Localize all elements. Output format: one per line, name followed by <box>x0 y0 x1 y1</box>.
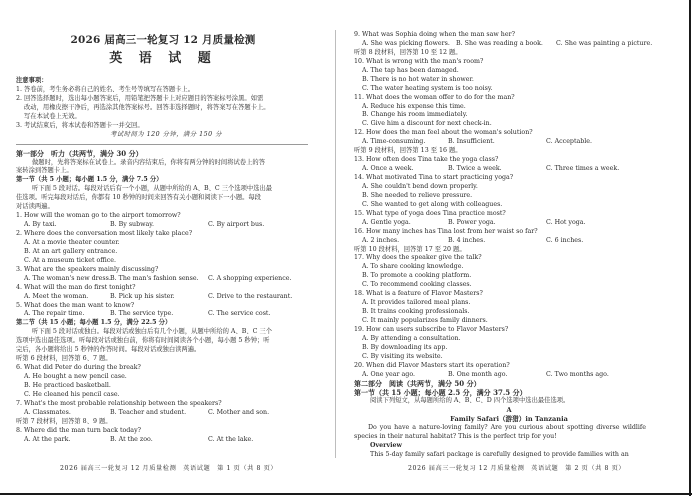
options-15 <box>354 219 664 228</box>
option-a[interactable]: A. Meet the woman. <box>24 292 89 300</box>
option-a[interactable]: A. Classmates. <box>24 408 71 416</box>
option-b[interactable]: B. Pick up his sister. <box>110 292 175 300</box>
question-14: 14. What motivated Tina to start practicing yoga? <box>354 174 514 181</box>
option-b[interactable]: B. She was reading a book. <box>456 39 543 47</box>
option-c[interactable]: C. He cleaned his pencil case. <box>24 390 120 398</box>
question-3: 3. What are the speakers mainly discussing? <box>16 265 159 273</box>
option-b[interactable]: B. Teacher and student. <box>110 408 187 416</box>
note-item: 3. 考试结束后，将本试卷和答题卡一并交回。 <box>16 121 144 129</box>
part2-instructions: 阅读下列短文，从每题所给的 A、B、C、D 四个选项中选出最佳选项。 <box>370 397 570 405</box>
question-6: 6. What did Peter do during the break? <box>16 364 141 372</box>
question-16: 16. How many inches has Tina lost from her waist so far? <box>354 227 538 235</box>
question-10: 10. What is wrong with the man's room? <box>354 57 484 65</box>
option-a[interactable]: A. It provides tailored meal plans. <box>362 299 471 307</box>
passage-title: Family Safari（游猎）in Tanzania <box>450 415 568 424</box>
options-12 <box>354 138 664 147</box>
option-c[interactable]: C. A shopping experience. <box>208 274 292 282</box>
option-c[interactable]: C. She was painting a picture. <box>556 39 653 47</box>
option-a[interactable]: A. To share cooking knowledge. <box>362 263 464 271</box>
question-12: 12. How does the man feel about the woman's solution? <box>354 129 533 137</box>
option-b[interactable]: B. At an art gallery entrance. <box>24 247 118 255</box>
page-border-bottom <box>0 493 692 495</box>
material-note: 听第 9 段材料，回答第 13 至 16 题。 <box>354 147 462 155</box>
divider <box>16 144 308 145</box>
option-a[interactable]: A. She couldn't bend down properly. <box>362 182 478 190</box>
page-1-content <box>16 77 316 445</box>
options-16 <box>354 237 664 246</box>
section1-heading: 第一节（共 5 小题；每小题 1.5 分，满分 7.5 分） <box>16 176 163 184</box>
page-footer: 2026 届高三一轮复习 12 月质量检测 英语试题 第 1 页（共 8 页） <box>60 465 278 472</box>
section2-instructions: 听下面 5 段对话或独白。每段对话或独白后有几个小题，从题中所给的 A、B、C 三个 <box>32 328 273 336</box>
option-a[interactable]: A. Reduce his expense this time. <box>362 102 466 110</box>
option-a[interactable]: A. 2 inches. <box>362 236 400 244</box>
material-note: 听第 10 段材料，回答第 17 至 20 题。 <box>354 245 466 253</box>
options-1 <box>16 221 316 230</box>
option-a[interactable]: A. One year ago. <box>362 370 416 378</box>
option-c[interactable]: C. By visiting its website. <box>362 352 443 360</box>
option-a[interactable]: A. The woman's new dress. <box>24 274 111 282</box>
section1-instructions: 对话读两遍。 <box>16 203 54 211</box>
material-note: 听第 8 段材料，回答第 10 至 12 题。 <box>354 48 462 56</box>
part2-heading: 第二部分 阅读（共两节，满分 50 分） <box>354 378 481 388</box>
notes-heading: 注意事项： <box>16 77 48 84</box>
question-17: 17. Why does the speaker give the talk? <box>354 254 482 262</box>
section1-instructions: 佳选项。听完每段对话后，你都有 10 秒钟的时间来回答有关小题和阅读下一小题。每段 <box>16 194 262 202</box>
option-b[interactable]: B. By downloading its app. <box>362 343 448 351</box>
material-note: 听第 7 段材料，回答第 8、9 题。 <box>16 417 112 425</box>
section2-heading: 第二节（共 15 小题；每小题 1.5 分，满分 22.5 分） <box>16 319 172 327</box>
question-18: 18. What is a feature of Flavor Masters? <box>354 290 483 298</box>
options-4 <box>16 293 316 302</box>
question-11: 11. What does the woman offer to do for the man? <box>354 93 515 101</box>
option-c[interactable]: C. It mainly popularizes family dinners. <box>362 317 488 324</box>
question-2: 2. Where does the conversation most likely take place? <box>16 230 193 237</box>
page-1 <box>0 0 336 496</box>
option-b[interactable]: B. By subway. <box>110 221 155 229</box>
option-c[interactable]: C. To recommend cooking classes. <box>362 281 472 289</box>
part1-heading: 第一部分 听力（共两节，满分 30 分） <box>16 148 143 158</box>
option-b[interactable]: B. Power yoga. <box>448 218 496 226</box>
part1-intro: 案转涂到答题卡上。 <box>16 167 73 175</box>
section1-instructions: 听下面 5 段对话。每段对话后有一个小题，从题中所给的 A、B、C 三个选项中选出最 <box>32 185 273 193</box>
option-c[interactable]: C. The service cost. <box>208 310 271 318</box>
question-20: 20. When did Flavor Masters start its operation? <box>354 361 510 369</box>
option-b[interactable]: B. He practiced basketball. <box>24 381 111 389</box>
passage-paragraph: Do you have a nature-loving family? Are you curious about spotting diverse wildlife species in their natural habitat? This is the perfect trip for you! <box>354 424 646 441</box>
note-item: 1. 答卷前，考生务必将自己的姓名、考生号等填写在答题卡上。 <box>16 85 195 93</box>
option-b[interactable]: B. To promote a cooking platform. <box>362 272 472 280</box>
option-c[interactable]: C. At a museum ticket office. <box>24 256 117 264</box>
note-item: 改动，用橡皮擦干净后，再选涂其他答案标号。回答非选择题时，将答案写在答题卡上。 <box>24 103 270 111</box>
option-b[interactable]: B. She needed to relieve pressure. <box>362 191 473 199</box>
option-a[interactable]: A. Time-consuming. <box>362 138 426 146</box>
options-8 <box>16 436 316 445</box>
option-a[interactable]: A. The tap has been damaged. <box>362 66 459 74</box>
option-a[interactable]: A. By taxi. <box>24 221 57 229</box>
note-item: 写在本试卷上无效。 <box>24 112 81 120</box>
overview-heading: Overview <box>370 442 402 450</box>
page-2-content <box>354 31 664 460</box>
question-7: 7. What's the most probable relationship between the speakers? <box>16 399 222 407</box>
option-c[interactable]: C. Give him a discount for next check-in. <box>362 120 492 128</box>
passage-label: A <box>506 406 512 415</box>
option-c[interactable]: C. She wanted to get along with colleagues. <box>362 200 503 208</box>
option-b[interactable]: B. Change his room immediately. <box>362 111 468 119</box>
option-c[interactable]: C. Mother and son. <box>208 408 270 416</box>
passage-paragraph: This 5-day family safari package is carefully designed to provide families with an <box>370 451 629 459</box>
option-b[interactable]: B. Insufficient. <box>448 138 495 146</box>
option-a[interactable]: A. The repair time. <box>24 310 85 318</box>
options-3 <box>16 275 316 284</box>
option-b[interactable]: B. It trains cooking professionals. <box>362 308 470 316</box>
question-8: 8. Where did the man turn back today? <box>16 426 141 434</box>
time-note: 考试时间为 120 分钟，满分 150 分 <box>110 130 222 138</box>
option-b[interactable]: B. The man's fashion sense. <box>110 274 199 282</box>
question-13: 13. How often does Tina take the yoga class? <box>354 156 499 164</box>
question-19: 19. How can users subscribe to Flavor Masters? <box>354 325 509 333</box>
options-13 <box>354 165 664 174</box>
section2-instructions: 选项中选出最佳选项。听每段对话或独白前，你将有时间阅读各个小题，每小题 5 秒钟；听 <box>16 337 270 345</box>
option-c[interactable]: C. Three times a week. <box>546 165 620 173</box>
option-c[interactable]: C. Drive to the restaurant. <box>208 292 293 300</box>
option-b[interactable]: B. One month ago. <box>448 370 508 378</box>
question-9: 9. What was Sophia doing when the man saw her? <box>354 31 515 38</box>
question-5: 5. What does the man want to know? <box>16 301 135 309</box>
page-border-right <box>689 0 691 496</box>
question-1: 1. How will the woman go to the airport tomorrow? <box>16 212 181 220</box>
option-b[interactable]: B. At the zoo. <box>110 435 153 443</box>
page-2 <box>336 0 692 496</box>
options-9 <box>354 40 664 49</box>
option-a[interactable]: A. At the park. <box>24 435 71 443</box>
option-b[interactable]: B. The service type. <box>110 310 174 318</box>
page-footer: 2026 届高三一轮复习 12 月质量检测 英语试题 第 2 页（共 8 页） <box>408 465 626 472</box>
options-7 <box>16 409 316 418</box>
option-c[interactable]: C. Two months ago. <box>546 370 609 378</box>
part1-intro: 做题时，先将答案标在试卷上。录音内容结束后，你将有两分钟的时间将试卷上的答 <box>32 158 265 166</box>
option-c[interactable]: C. By airport bus. <box>208 221 265 229</box>
option-c[interactable]: C. 6 inches. <box>546 236 584 244</box>
option-c[interactable]: C. The water heating system is too noisy. <box>362 84 493 92</box>
option-c[interactable]: C. At the lake. <box>208 435 254 443</box>
part2-section1-heading: 第一节（共 15 小题；每小题 2.5 分，满分 37.5 分） <box>354 387 527 397</box>
subject-title: 英 语 试 题 <box>109 51 217 66</box>
option-a[interactable]: A. At a movie theater counter. <box>24 238 120 246</box>
option-b[interactable]: B. 4 inches. <box>448 236 486 244</box>
section2-instructions: 完后，各小题将给出 5 秒钟的作答时间。每段对话或独白读两遍。 <box>16 346 201 354</box>
option-c[interactable]: C. Hot yoga. <box>546 218 586 226</box>
option-c[interactable]: C. Acceptable. <box>546 138 593 146</box>
exam-title: 2026 届高三一轮复习 12 月质量检测 <box>70 34 256 46</box>
option-a[interactable]: A. He bought a new pencil case. <box>24 373 127 380</box>
question-4: 4. What will the man do first tonight? <box>16 283 136 291</box>
option-a[interactable]: A. She was picking flowers. <box>362 39 450 47</box>
question-15: 15. What type of yoga does Tina practice most? <box>354 209 506 217</box>
option-a[interactable]: A. Once a week. <box>362 165 414 173</box>
option-b[interactable]: B. There is no hot water in shower. <box>362 75 474 83</box>
option-a[interactable]: A. By attending a consultation. <box>362 334 461 342</box>
option-b[interactable]: B. Twice a week. <box>448 165 502 173</box>
option-a[interactable]: A. Gentle yoga. <box>362 218 411 226</box>
material-note: 听第 6 段材料，回答第 6、7 题。 <box>16 355 112 363</box>
note-item: 2. 回答选择题时，选出每小题答案后，用铅笔把答题卡上对应题目的答案标号涂黑。如需 <box>16 94 264 102</box>
